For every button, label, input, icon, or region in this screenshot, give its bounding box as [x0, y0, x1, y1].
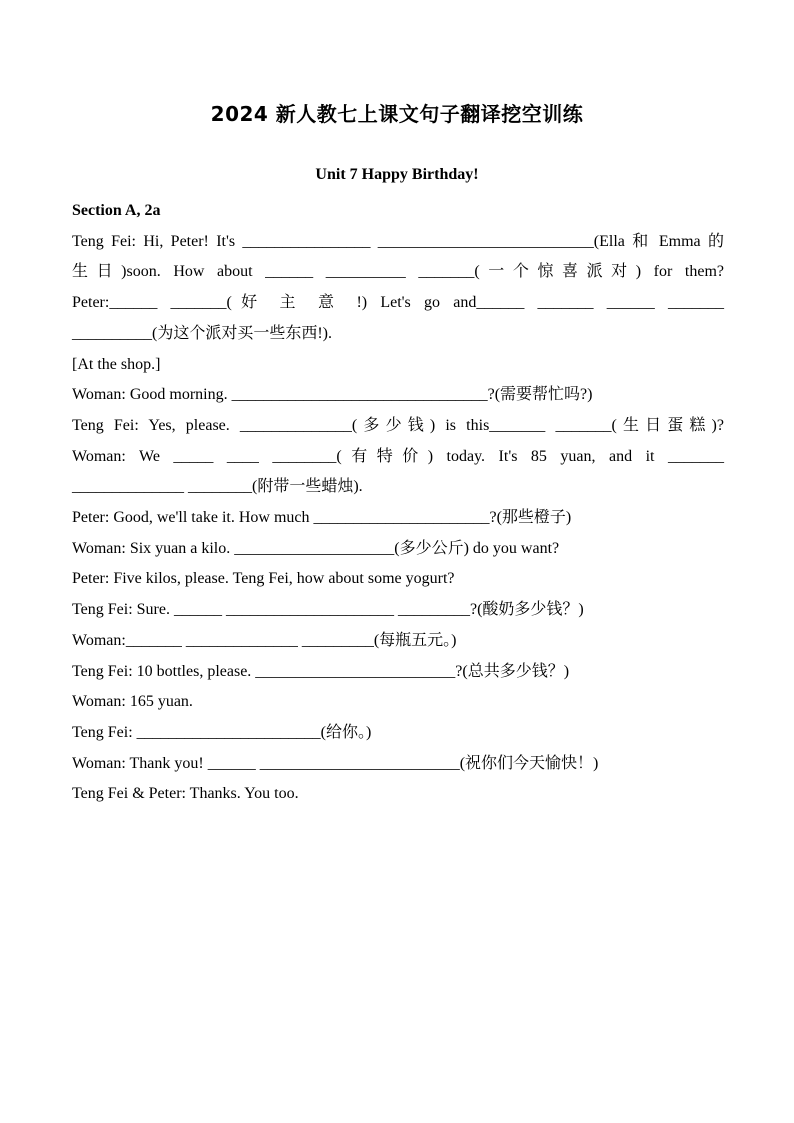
- dialogue-line: 生日)soon. How about ______ __________ _______(一个惊喜派对) for them?: [72, 263, 724, 281]
- dialogue-line: Teng Fei: _______________________(给你。): [72, 723, 372, 741]
- dialogue-line: [At the shop.]: [72, 355, 161, 373]
- unit-heading: Unit 7 Happy Birthday!: [315, 166, 479, 183]
- dialogue-line: Peter: Good, we'll take it. How much ______________________?(那些橙子): [72, 509, 572, 527]
- dialogue-line: Teng Fei: Yes, please. ______________(多少钱) is this_______ _______(生日蛋糕)?: [72, 416, 724, 434]
- dialogue-line: Teng Fei: Sure. ______ _____________________ _________?(酸奶多少钱？): [72, 601, 584, 619]
- dialogue-line: Woman: Thank you! ______ _________________________(祝你们今天愉快！): [72, 754, 599, 772]
- dialogue-line: Teng Fei & Peter: Thanks. You too.: [72, 785, 299, 803]
- dialogue-line: Woman: 165 yuan.: [72, 693, 193, 711]
- dialogue-line: Teng Fei: Hi, Peter! It's ________________ ___________________________(Ella 和 Emma 的: [72, 232, 724, 250]
- dialogue-line: Peter: Five kilos, please. Teng Fei, how about some yogurt?: [72, 570, 455, 588]
- dialogue-line: Peter:______ _______(好 主 意 !) Let's go and______ _______ ______ _______: [72, 294, 724, 312]
- exercise-body: [72, 196, 724, 810]
- dialogue-line: Woman: We _____ ____ ________(有特价) today. It's 85 yuan, and it _______: [72, 447, 724, 465]
- dialogue-line: Teng Fei: 10 bottles, please. _________________________?(总共多少钱？): [72, 662, 570, 680]
- section-heading: Section A, 2a: [72, 202, 161, 219]
- document-title: 2024 新人教七上课文句子翻译挖空训练: [210, 102, 584, 126]
- dialogue-line: Woman: Good morning. ________________________________?(需要帮忙吗?): [72, 386, 593, 404]
- dialogue-line: ______________ ________(附带一些蜡烛).: [72, 478, 363, 496]
- dialogue-line: Woman: Six yuan a kilo. ____________________(多少公斤) do you want?: [72, 539, 560, 557]
- dialogue-line: Woman:_______ ______________ _________(每瓶五元。): [72, 631, 457, 649]
- dialogue-line: __________(为这个派对买一些东西!).: [72, 324, 332, 342]
- dialogue: [72, 227, 724, 810]
